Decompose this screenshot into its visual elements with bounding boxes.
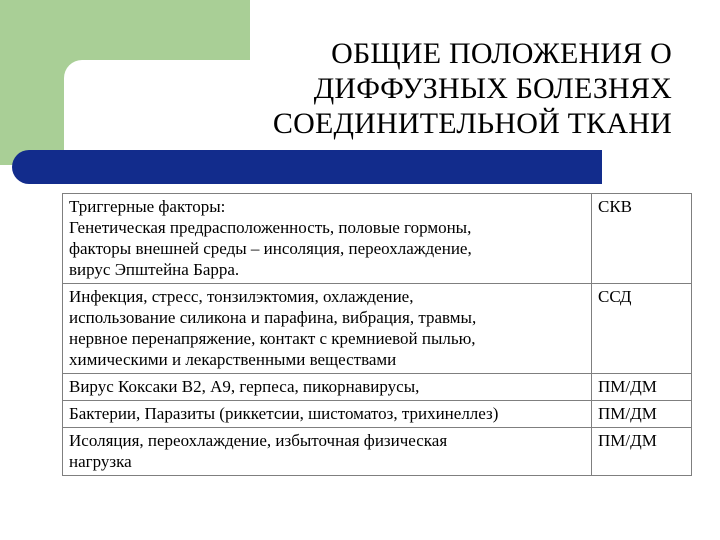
description-line: нервное перенапряжение, контакт с кремниевой пылью, (69, 329, 476, 348)
decorative-blue-bar (12, 150, 602, 184)
page-title (200, 36, 672, 141)
disease-code-cell: СКВ (592, 194, 692, 284)
table-row (63, 428, 692, 476)
table-row (63, 194, 692, 284)
description-line: Инфекция, стресс, тонзилэктомия, охлаждение, (69, 287, 414, 306)
table-row (63, 284, 692, 374)
table-row (63, 374, 692, 401)
title-line: ДИФФУЗНЫХ БОЛЕЗНЯХ (313, 72, 672, 105)
description-cell (63, 284, 592, 374)
description-line: факторы внешней среды – инсоляция, переохлаждение, (69, 239, 472, 258)
description-cell (63, 194, 592, 284)
disease-code-cell: ПМ/ДМ (592, 428, 692, 476)
disease-code-cell: ПМ/ДМ (592, 401, 692, 428)
description-line: нагрузка (69, 452, 132, 471)
description-cell (63, 374, 592, 401)
title-line: ОБЩИЕ ПОЛОЖЕНИЯ О (331, 37, 672, 70)
description-cell (63, 428, 592, 476)
description-line: Генетическая предрасположенность, половые гормоны, (69, 218, 472, 237)
disease-code-cell: ПМ/ДМ (592, 374, 692, 401)
description-cell (63, 401, 592, 428)
description-line: Бактерии, Паразиты (риккетсии, шистоматоз, трихинеллез) (69, 404, 499, 423)
description-line: Исоляция, переохлаждение, избыточная физическая (69, 431, 448, 450)
description-line: вирус Эпштейна Барра. (69, 260, 240, 279)
description-line: использование силикона и парафина, вибрация, травмы, (69, 308, 477, 327)
disease-code-cell: ССД (592, 284, 692, 374)
description-line: Триггерные факторы: (69, 197, 226, 216)
etiology-table (62, 193, 692, 476)
description-line: Вирус Коксаки В2, А9, герпеса, пикорнавирусы, (69, 377, 420, 396)
title-line: СОЕДИНИТЕЛЬНОЙ ТКАНИ (272, 107, 672, 140)
table-row (63, 401, 692, 428)
description-line: химическими и лекарственными веществами (69, 350, 397, 369)
